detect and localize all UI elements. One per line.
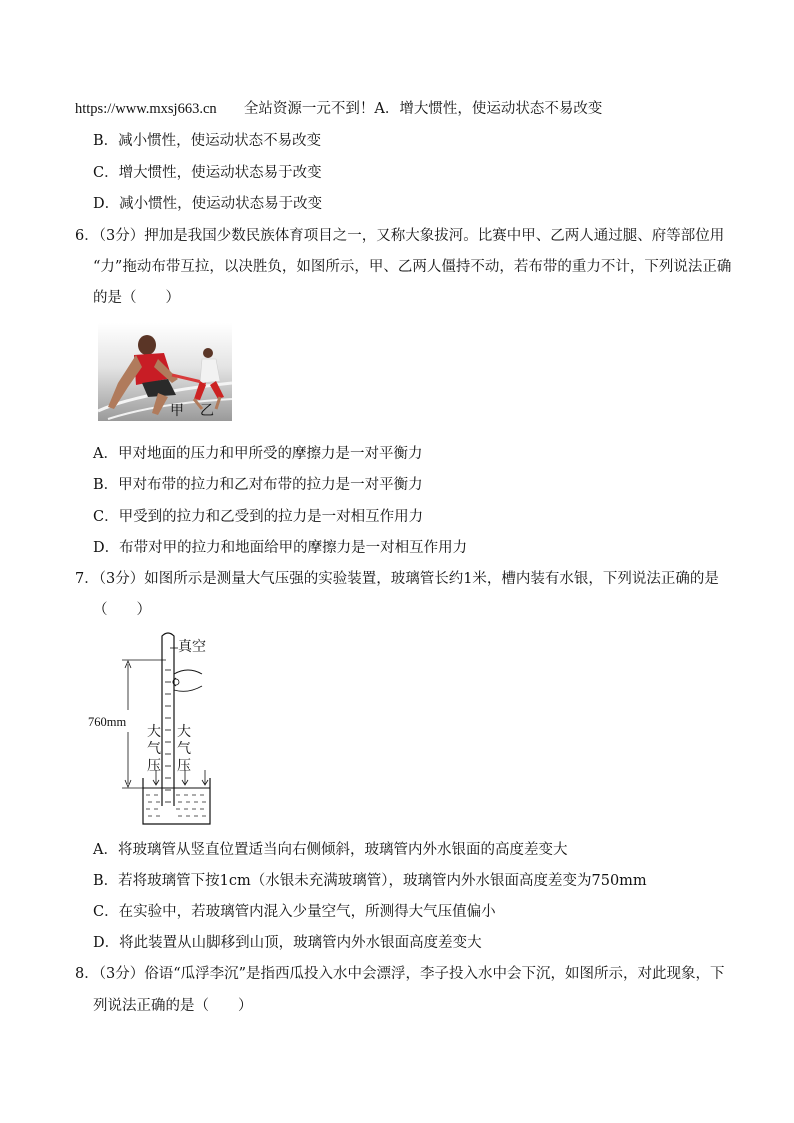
q7-figure-torricelli (88, 630, 218, 830)
header-line (75, 99, 602, 119)
label-vacuum: 真空 (178, 639, 206, 655)
label-jia: 甲 (170, 403, 184, 419)
q7-stem-line-1: 7．（3分）如图所示是测量大气压强的实验装置，玻璃管长约1米，槽内装有水银，下列说法正确的是 (75, 571, 719, 587)
q7-option-d: D．将此装置从山脚移到山顶，玻璃管内外水银面高度差变大 (93, 935, 482, 951)
q8-stem-line-1: 8．（3分）俗语“瓜浮李沉”是指西瓜投入水中会漂浮，李子投入水中会下沉，如图所示，对此现象，下 (75, 966, 725, 982)
q5-option-b: B．减小惯性，使运动状态不易改变 (93, 133, 322, 149)
q6-stem-line-3: 的是（ ） (93, 290, 180, 306)
q6-option-b: B．甲对布带的拉力和乙对布带的拉力是一对平衡力 (93, 477, 423, 493)
q7-option-a: A．将玻璃管从竖直位置适当向右侧倾斜，玻璃管内外水银面的高度差变大 (93, 842, 568, 858)
q7-option-b: B．若将玻璃管下按1cm（水银未充满玻璃管），玻璃管内外水银面高度差变为750mm (93, 873, 647, 889)
q6-stem-line-1: 6．（3分）押加是我国少数民族体育项目之一，又称大象拔河。比赛中甲、乙两人通过腿、府等部位用 (75, 228, 725, 244)
q5-option-a: A．增大惯性，使运动状态不易改变 (374, 101, 603, 117)
q5-option-d: D．减小惯性，使运动状态易于改变 (93, 196, 323, 212)
q6-option-c: C．甲受到的拉力和乙受到的拉力是一对相互作用力 (93, 509, 424, 525)
label-pressure-left: 大 气 压 (147, 724, 161, 774)
q6-option-a: A．甲对地面的压力和甲所受的摩擦力是一对平衡力 (93, 446, 423, 462)
label-pressure-right: 大 气 压 (177, 724, 191, 774)
q8-stem-line-2: 列说法正确的是（ ） (93, 998, 253, 1014)
q5-option-c: C．增大惯性，使运动状态易于改变 (93, 165, 322, 181)
label-760mm: 760mm (88, 715, 127, 729)
q7-stem-line-2: （ ） (93, 602, 151, 618)
q6-figure-photo (98, 323, 232, 421)
label-yi: 乙 (200, 403, 214, 419)
q7-option-c: C．在实验中，若玻璃管内混入少量空气，所测得大气压值偏小 (93, 904, 496, 920)
site-url[interactable]: https://www.mxsj663.cn (75, 101, 217, 117)
q6-option-d: D．布带对甲的拉力和地面给甲的摩擦力是一对相互作用力 (93, 540, 468, 556)
q6-stem-line-2: “力”拖动布带互拉，以决胜负，如图所示，甲、乙两人僵持不动，若布带的重力不计，下列说法正确 (93, 259, 732, 275)
site-slogan: 全站资源一元不到！ (243, 101, 375, 117)
